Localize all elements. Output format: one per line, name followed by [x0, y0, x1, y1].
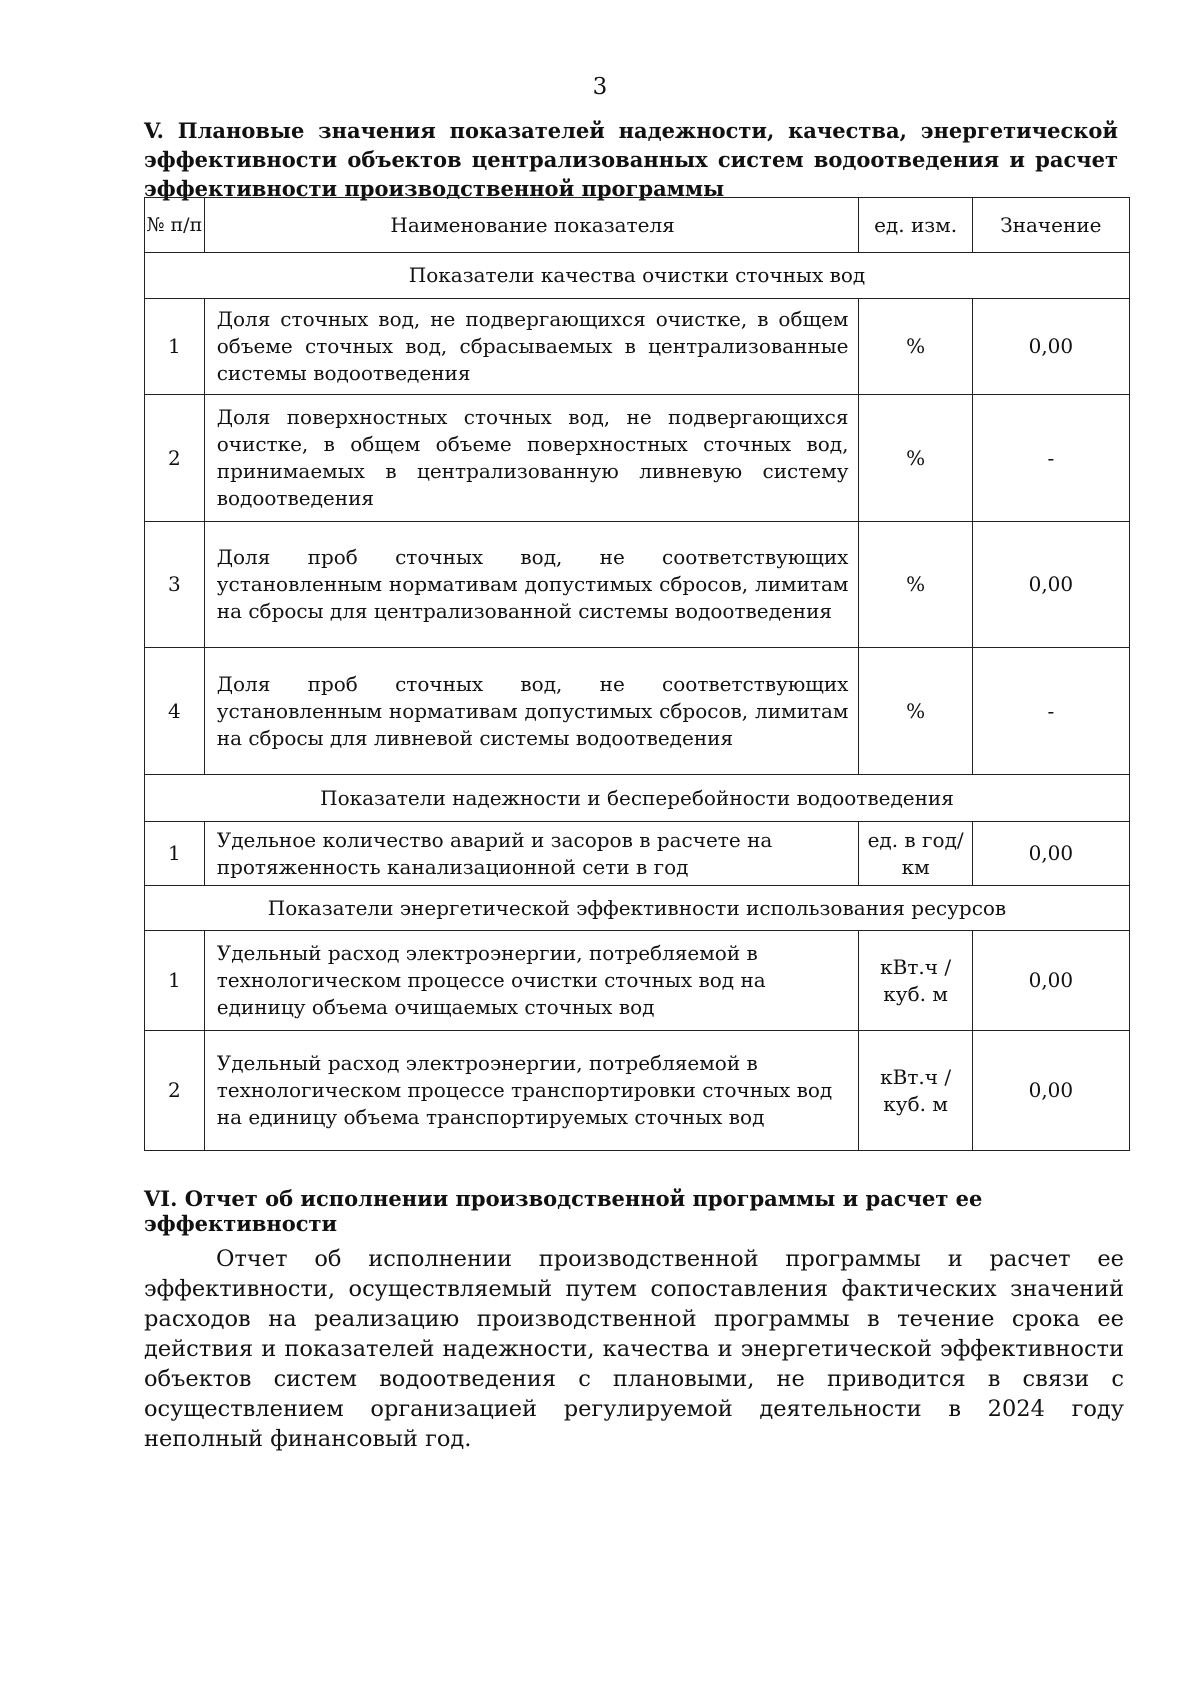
row-name: Доля сточных вод, не подвергающихся очистке, в общем объеме сточных вод, сбрасываемых в централизованные системы водоотведения [204, 299, 859, 395]
table-row [145, 822, 1130, 886]
row-num: 1 [145, 822, 205, 886]
row-value: 0,00 [972, 522, 1129, 648]
section-6-paragraph: Отчет об исполнении производственной программы и расчет ее эффективности, осуществляемый путем сопоставления фактических значений расходов на реализацию производственной программы в течение срока ее действия и показателей надежности, качества и энергетической эффективности объектов систем водоотведения с плановыми, не приводится в связи с осуществлением организацией регулируемой деятельности в 2024 году неполный финансовый год. [144, 1246, 1124, 1452]
group-title-reliability: Показатели надежности и бесперебойности водоотведения [145, 775, 1130, 822]
header-unit: ед. изм. [859, 198, 972, 253]
section-5-title-line: эффективности производственной программы [144, 176, 725, 201]
row-value: 0,00 [972, 1031, 1129, 1151]
section-5-title [144, 116, 1118, 203]
row-name: Доля проб сточных вод, не соответствующих установленным нормативам допустимых сбросов, лимитам на сбросы для ливневой системы водоотведения [204, 648, 859, 775]
row-value: 0,00 [972, 931, 1129, 1031]
row-unit: ед. в год/ км [859, 822, 972, 886]
row-unit: % [859, 648, 972, 775]
header-value: Значение [972, 198, 1129, 253]
row-unit: % [859, 522, 972, 648]
row-name: Доля проб сточных вод, не соответствующих установленным нормативам допустимых сбросов, лимитам на сбросы для централизованной системы водоотведения [204, 522, 859, 648]
header-name: Наименование показателя [204, 198, 859, 253]
group-title-quality: Показатели качества очистки сточных вод [145, 253, 1130, 299]
row-num: 4 [145, 648, 205, 775]
section-5-title-line: эффективности объектов централизованных систем водоотведения и расчет [144, 147, 1118, 172]
row-name: Удельный расход электроэнергии, потребляемой в технологическом процессе очистки сточных вод на единицу объема очищаемых сточных вод [204, 931, 859, 1031]
row-value: 0,00 [972, 299, 1129, 395]
header-num: № п/п [145, 198, 205, 253]
section-6-title: VI. Отчет об исполнении производственной программы и расчет ее эффективности [144, 1186, 983, 1236]
row-unit: % [859, 395, 972, 522]
table-row [145, 648, 1130, 775]
row-name: Удельный расход электроэнергии, потребляемой в технологическом процессе транспортировки сточных вод на единицу объема транспортируемых сточных вод [204, 1031, 859, 1151]
group-title-energy: Показатели энергетической эффективности использования ресурсов [145, 886, 1130, 931]
row-unit: кВт.ч / куб. м [859, 1031, 972, 1151]
row-num: 1 [145, 299, 205, 395]
table-header-row [145, 198, 1130, 253]
table-row [145, 1031, 1130, 1151]
table-row [145, 395, 1130, 522]
row-unit: % [859, 299, 972, 395]
indicators-table [144, 197, 1130, 1151]
row-num: 2 [145, 395, 205, 522]
group-row [145, 886, 1130, 931]
page-number: 3 [592, 74, 608, 100]
row-num: 3 [145, 522, 205, 648]
section-5-title-line: V. Плановые значения показателей надежности, качества, энергетической [144, 118, 1118, 143]
row-value: - [972, 395, 1129, 522]
table-row [145, 931, 1130, 1031]
row-value: - [972, 648, 1129, 775]
group-row [145, 253, 1130, 299]
row-unit: кВт.ч / куб. м [859, 931, 972, 1031]
table-row [145, 522, 1130, 648]
table-row [145, 299, 1130, 395]
row-num: 1 [145, 931, 205, 1031]
row-name: Удельное количество аварий и засоров в расчете на протяженность канализационной сети в год [204, 822, 859, 886]
group-row [145, 775, 1130, 822]
row-name: Доля поверхностных сточных вод, не подвергающихся очистке, в общем объеме поверхностных сточных вод, принимаемых в централизованную ливневую систему водоотведения [204, 395, 859, 522]
row-value: 0,00 [972, 822, 1129, 886]
row-num: 2 [145, 1031, 205, 1151]
